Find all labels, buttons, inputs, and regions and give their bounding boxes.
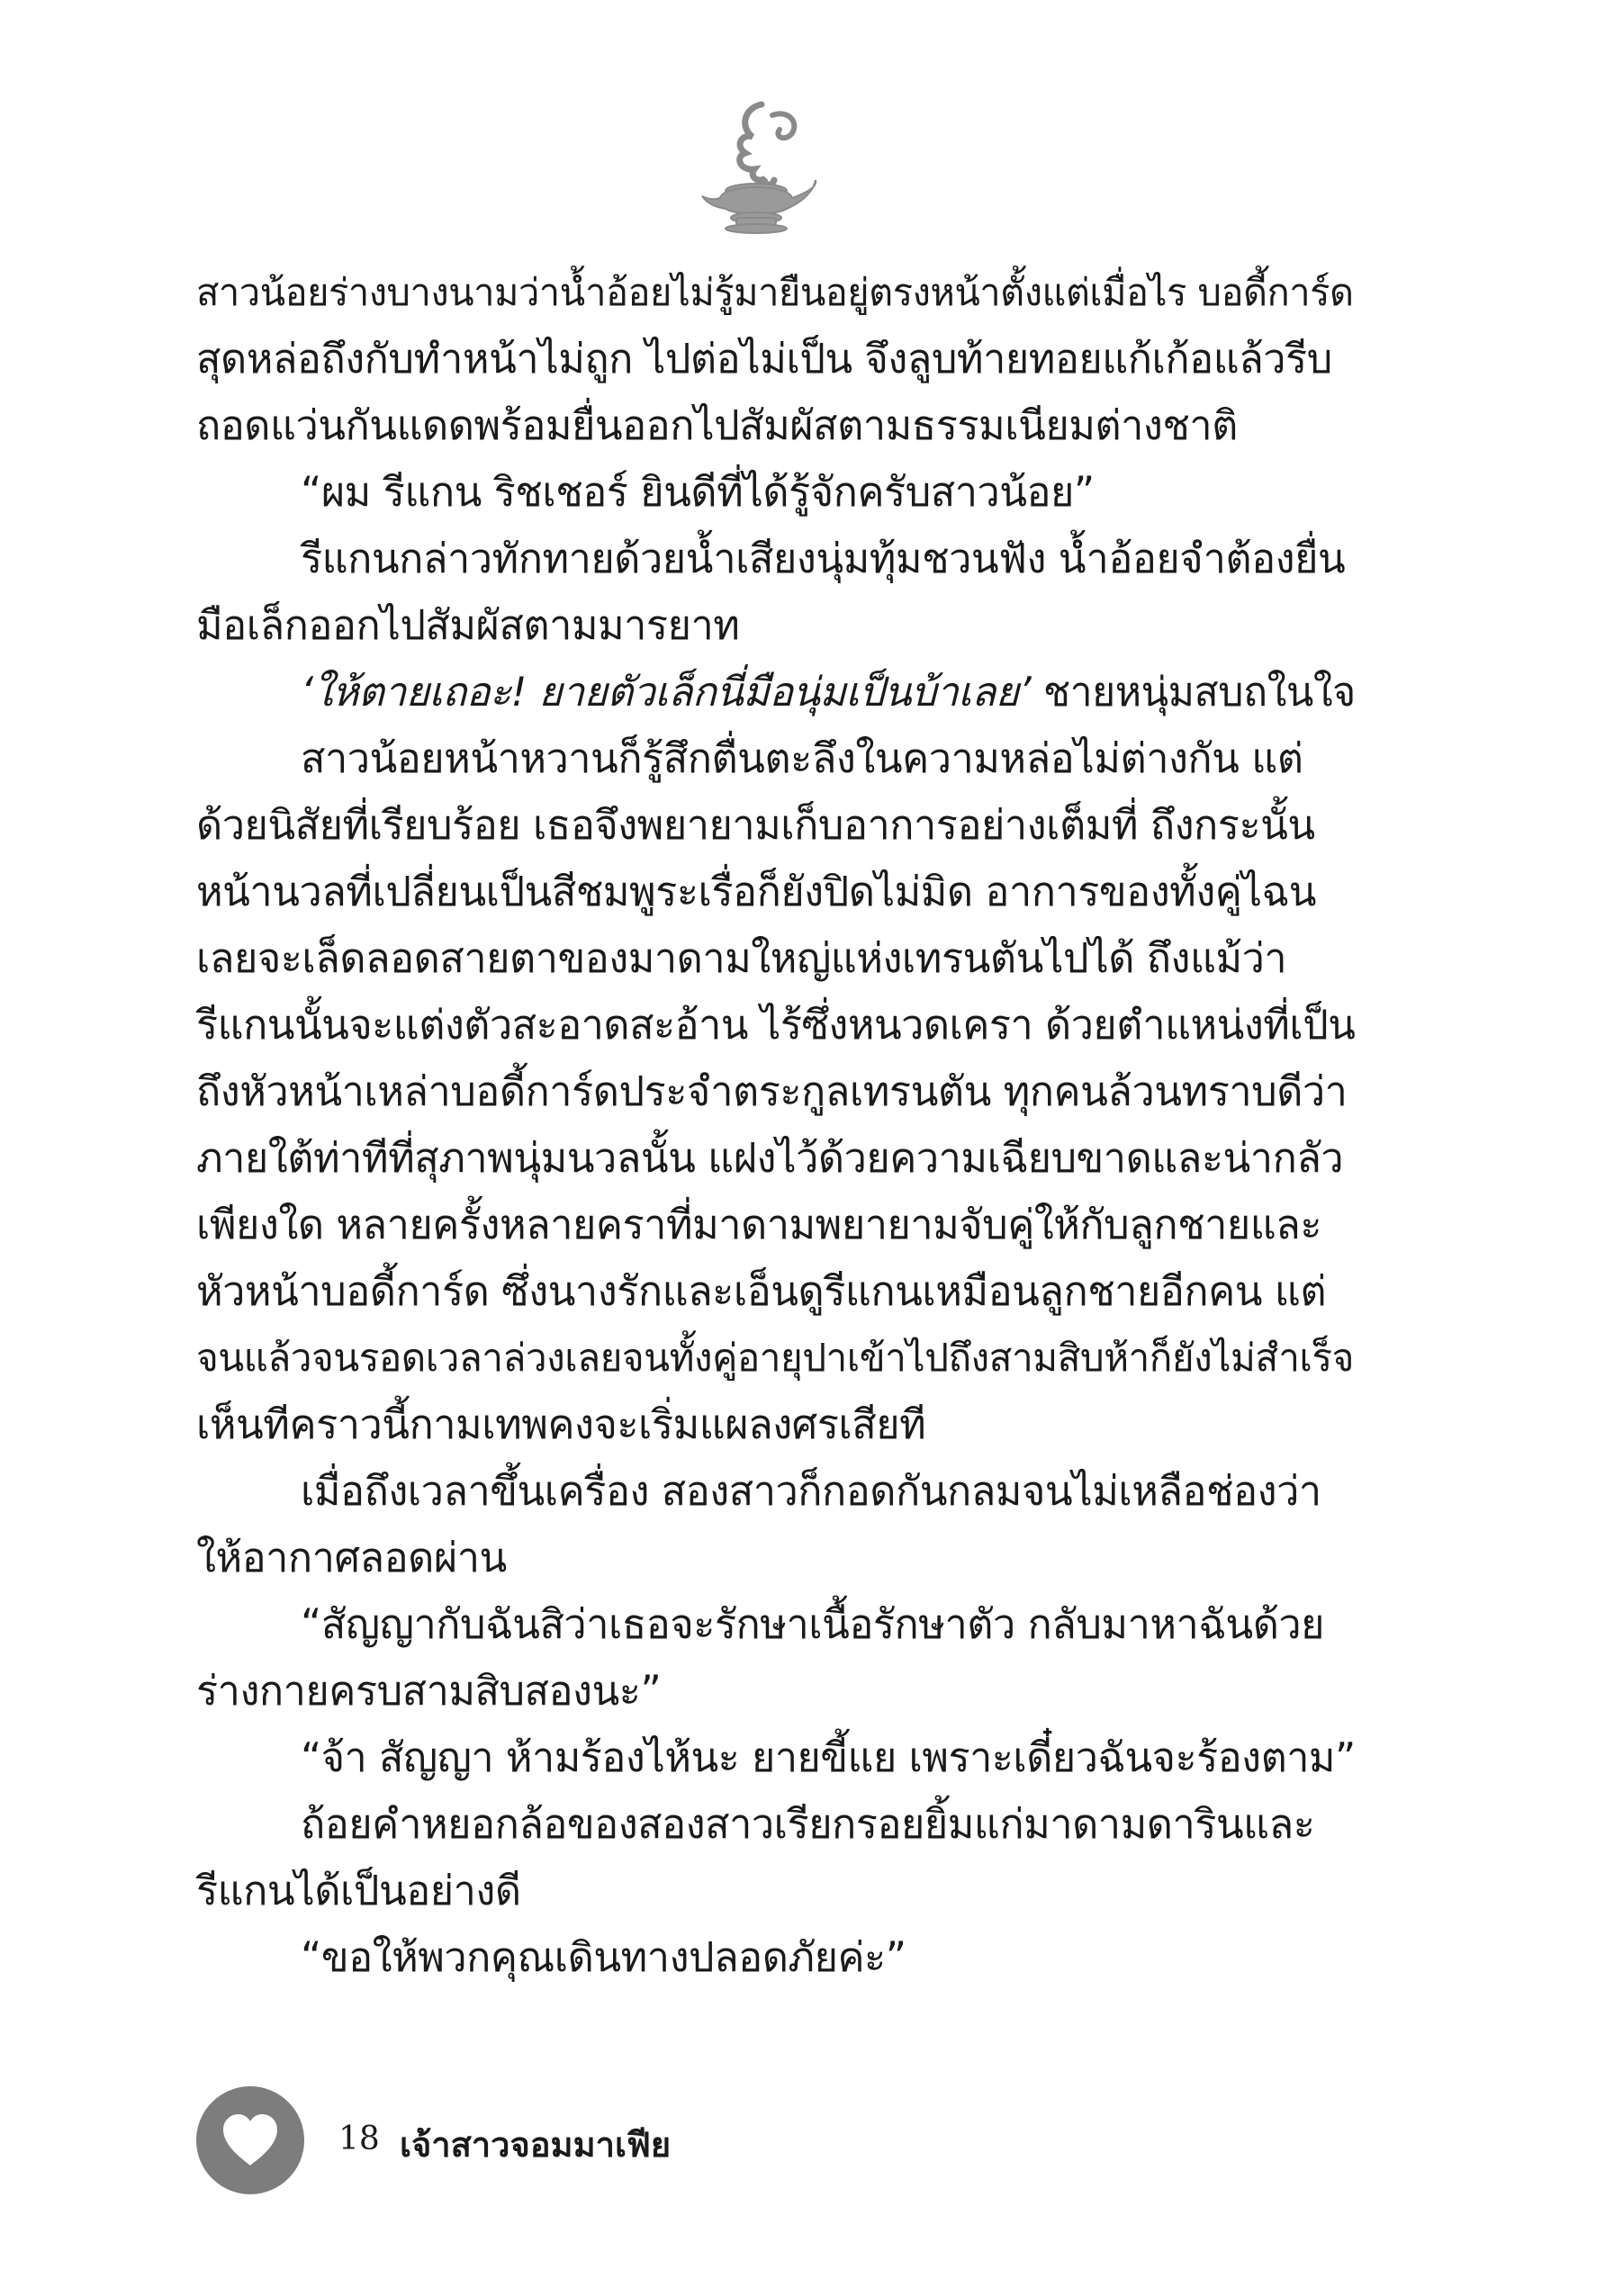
page-number: 18 [338, 2120, 380, 2157]
line-text: “ผม รีแกน ริชเชอร์ ยินดีที่ได้รู้จักครับสาวน้อย” [301, 468, 1095, 516]
text-line [196, 1724, 1356, 1791]
text-line [196, 1791, 1356, 1858]
text-line [196, 792, 1356, 859]
italic-thought: ‘ให้ตายเถอะ! ยายตัวเล็กนี่มือนุ่มเป็นบ้าเลย’ [301, 669, 1032, 716]
heart-badge [196, 2086, 304, 2194]
text-line [196, 526, 1356, 592]
text-line [196, 1058, 1356, 1125]
line-text: จนแล้วจนรอดเวลาล่วงเลยจนทั้งคู่อายุปาเข้าไปถึงสามสิบห้าก็ยังไม่สำเร็จ [196, 1336, 1354, 1380]
line-text: มือเล็กออกไปสัมผัสตามมารยาท [196, 601, 740, 649]
text-line [196, 1858, 1356, 1924]
text-line [196, 1258, 1356, 1325]
line-text: เห็นทีคราวนี้กามเทพคงจะเริ่มแผลงศรเสียที [196, 1400, 926, 1448]
text-line [196, 326, 1356, 392]
line-text: สุดหล่อถึงกับทำหน้าไม่ถูก ไปต่อไม่เป็น จึงลูบท้ายทอยแก้เก้อแล้วรีบ [196, 335, 1332, 383]
text-line [196, 925, 1356, 992]
line-text: ด้วยนิสัยที่เรียบร้อย เธอจึงพยายามเก็บอาการอย่างเต็มที่ ถึงกระนั้น [196, 801, 1315, 849]
text-line [196, 659, 1356, 725]
line-text: เพียงใด หลายครั้งหลายคราที่มาดามพยายามจับคู่ให้กับลูกชายและ [196, 1201, 1321, 1248]
text-line [196, 592, 1356, 659]
line-text: รีแกนนั้นจะแต่งตัวสะอาดสะอ้าน ไร้ซึ่งหนวดเครา ด้วยตำแหน่งที่เป็น [196, 1001, 1356, 1049]
text-line [196, 725, 1356, 792]
text-line [196, 1458, 1356, 1525]
line-text: เลยจะเล็ดลอดสายตาของมาดามใหญ่แห่งเทรนตันไปได้ ถึงแม้ว่า [196, 934, 1287, 982]
page-footer [196, 2086, 1096, 2194]
text-line [196, 459, 1356, 526]
line-text: “ขอให้พวกคุณเดินทางปลอดภัยค่ะ” [301, 1933, 906, 1981]
text-line [196, 1658, 1356, 1724]
text-line [196, 1325, 1356, 1391]
line-text: สาวน้อยร่างบางนามว่าน้ำอ้อยไม่รู้มายืนอยู่ตรงหน้าตั้งแต่เมื่อไร บอดี้การ์ด [196, 270, 1354, 314]
text-line [196, 1125, 1356, 1192]
text-line [196, 1192, 1356, 1258]
text-line [196, 1591, 1356, 1658]
line-text: “จ้า สัญญา ห้ามร้องไห้นะ ยายขี้แย เพราะเดี๋ยวฉันจะร้องตาม” [301, 1733, 1356, 1781]
line-text: หน้านวลที่เปลี่ยนเป็นสีชมพูระเรื่อก็ยังปิดไม่มิด อาการของทั้งคู่ไฉน [196, 868, 1316, 915]
line-text: ชายหนุ่มสบถในใจ [1031, 669, 1356, 716]
book-title: เจ้าสาวจอมมาเฟีย [400, 2125, 672, 2165]
line-text: ภายใต้ท่าทีที่สุภาพนุ่มนวลนั้น แฝงไว้ด้วยความเฉียบขาดและน่ากลัว [196, 1134, 1344, 1182]
text-line [196, 1391, 1356, 1458]
line-text: ให้อากาศลอดผ่าน [196, 1534, 507, 1581]
line-text: รีแกนได้เป็นอย่างดี [196, 1867, 521, 1914]
text-line [196, 392, 1356, 459]
line-text: เมื่อถึงเวลาขึ้นเครื่อง สองสาวก็กอดกันกลมจนไม่เหลือช่องว่า [301, 1467, 1321, 1515]
line-text: สาวน้อยหน้าหวานก็รู้สึกตื่นตะลึงในความหล่อไม่ต่างกัน แต่ [301, 734, 1303, 782]
text-line [196, 859, 1356, 925]
line-text: ถ้อยคำหยอกล้อของสองสาวเรียกรอยยิ้มแก่มาดามดารินและ [301, 1800, 1315, 1848]
heart-icon [220, 2111, 281, 2169]
body-text [196, 259, 1356, 1991]
line-text: ถึงหัวหน้าเหล่าบอดี้การ์ดประจำตระกูลเทรนตัน ทุกคนล้วนทราบดีว่า [196, 1067, 1348, 1115]
line-text: ร่างกายครบสามสิบสองนะ” [196, 1667, 662, 1715]
line-text: รีแกนกล่าวทักทายด้วยน้ำเสียงนุ่มทุ้มชวนฟัง น้ำอ้อยจำต้องยื่น [301, 535, 1346, 582]
text-line [196, 992, 1356, 1058]
text-line [196, 1924, 1356, 1991]
line-text: หัวหน้าบอดี้การ์ด ซึ่งนางรักและเอ็นดูรีแกนเหมือนลูกชายอีกคน แต่ [196, 1267, 1327, 1315]
line-text: ถอดแว่นกันแดดพร้อมยื่นออกไปสัมผัสตามธรรมเนียมต่างชาติ [196, 401, 1238, 449]
text-line [196, 1525, 1356, 1591]
genie-lamp-icon [699, 97, 819, 234]
line-text: “สัญญากับฉันสิว่าเธอจะรักษาเนื้อรักษาตัว กลับมาหาฉันด้วย [301, 1600, 1325, 1648]
text-line [196, 259, 1356, 326]
